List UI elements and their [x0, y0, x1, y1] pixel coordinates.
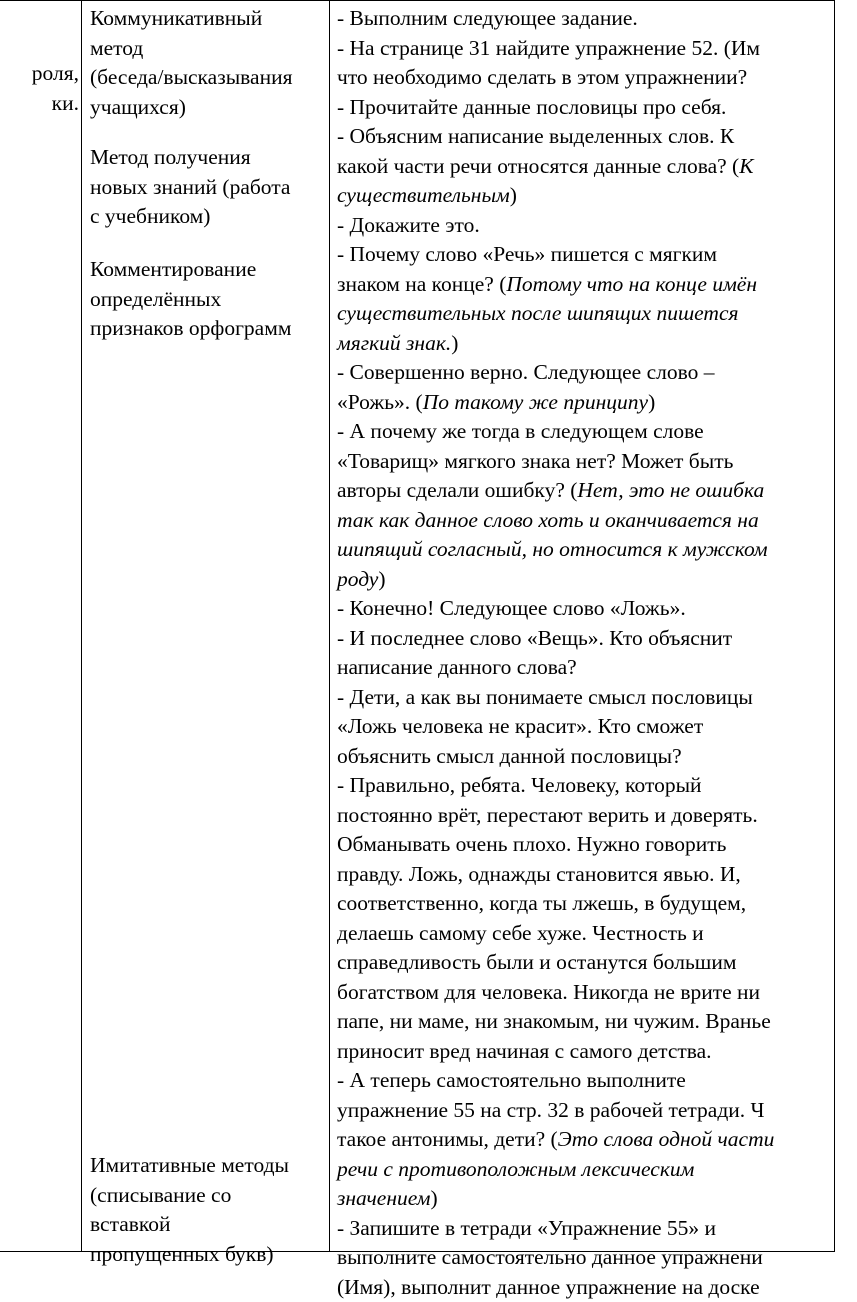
dialogue-line: [337, 152, 857, 182]
dialogue-line: - А теперь самостоятельно выполните: [337, 1066, 857, 1096]
dialogue-text: ): [378, 567, 385, 591]
dialogue-line: «Ложь человека не красит». Кто сможет: [337, 712, 857, 742]
method-line: пропущенных букв): [90, 1240, 328, 1270]
dialogue-line: [337, 299, 857, 329]
method-commenting: [90, 255, 328, 344]
student-answer: Потому что на конце имён: [506, 272, 757, 296]
method-line: учащихся): [90, 93, 328, 123]
dialogue-line: [337, 270, 857, 300]
table-row: [0, 1, 835, 1252]
dialogue-line: папе, ни маме, ни знакомым, ни чужим. Вранье: [337, 1007, 857, 1037]
method-line: Комментирование: [90, 255, 328, 285]
dialogue-line: постоянно врёт, перестают верить и доверять.: [337, 801, 857, 831]
dialogue-line: - А почему же тогда в следующем слове: [337, 417, 857, 447]
student-answer: значением: [337, 1186, 430, 1210]
dialogue-line: [337, 388, 857, 418]
dialogue-line: - Объясним написание выделенных слов. К: [337, 122, 857, 152]
dialogue-line: приносит вред начиная с самого детства.: [337, 1037, 857, 1067]
method-imitative: [90, 1151, 328, 1269]
dialogue-line: Обманывать очень плохо. Нужно говорить: [337, 830, 857, 860]
student-answer: мягкий знак.: [337, 331, 451, 355]
student-answer: шипящий согласный, но относится к мужском: [337, 537, 768, 561]
dialogue-line: - Запишите в тетради «Упражнение 55» и: [337, 1214, 857, 1244]
dialogue-line: упражнение 55 на стр. 32 в рабочей тетради. Ч: [337, 1096, 857, 1126]
dialogue-line: [337, 535, 857, 565]
dialogue-line: - Конечно! Следующее слово «Ложь».: [337, 594, 857, 624]
dialogue-line: - На странице 31 найдите упражнение 52. (Им: [337, 34, 857, 64]
dialogue-text: «Рожь». (: [337, 390, 423, 414]
dialogue-text: знаком на конце? (: [337, 272, 506, 296]
dialogue-text: такое антонимы, дети? (: [337, 1127, 558, 1151]
dialogue-text: какой части речи относятся данные слова? (: [337, 154, 739, 178]
dialogue-line: - Почему слово «Речь» пишется с мягким: [337, 240, 857, 270]
student-answer: существительным: [337, 183, 510, 207]
dialogue-line: [337, 181, 857, 211]
stage-cell: [0, 1, 82, 1252]
dialogue-line: правду. Ложь, однажды становится явью. И,: [337, 860, 857, 890]
dialogue-line: «Товарищ» мягкого знака нет? Может быть: [337, 447, 857, 477]
method-line: признаков орфограмм: [90, 314, 328, 344]
dialogue-line: [337, 476, 857, 506]
dialogue-line: [337, 1184, 857, 1214]
activity-cell: [330, 1, 835, 1252]
dialogue-line: [337, 1155, 857, 1185]
dialogue-text: ): [648, 390, 655, 414]
method-line: метод: [90, 34, 328, 64]
dialogue-line: - Правильно, ребята. Человеку, который: [337, 771, 857, 801]
dialogue-line: - Дети, а как вы понимаете смысл пословицы: [337, 683, 857, 713]
method-line: (беседа/высказывания: [90, 63, 328, 93]
method-line: Имитативные методы: [90, 1151, 328, 1181]
dialogue-line: - Совершенно верно. Следующее слово –: [337, 358, 857, 388]
dialogue-line: - И последнее слово «Вещь». Кто объяснит: [337, 624, 857, 654]
method-communicative: [90, 4, 328, 122]
dialogue-line: что необходимо сделать в этом упражнении?: [337, 63, 857, 93]
stage-text: [0, 59, 79, 118]
teacher-dialogue: [337, 4, 857, 1302]
student-answer: Нет, это не ошибка: [577, 478, 764, 502]
dialogue-line: (Имя), выполнит данное упражнение на доске: [337, 1273, 857, 1302]
student-answer: так как данное слово хоть и оканчивается на: [337, 508, 759, 532]
dialogue-line: соответственно, когда ты лжешь, в будущем,: [337, 889, 857, 919]
dialogue-text: авторы сделали ошибку? (: [337, 478, 577, 502]
method-line: (списывание со: [90, 1181, 328, 1211]
student-answer: речи с противоположным лексическим: [337, 1157, 694, 1181]
method-new-knowledge: [90, 143, 328, 232]
dialogue-line: справедливость были и останутся большим: [337, 948, 857, 978]
method-line: вставкой: [90, 1210, 328, 1240]
dialogue-line: [337, 1125, 857, 1155]
student-answer: существительных после шипящих пишется: [337, 301, 739, 325]
stage-line: ки.: [0, 89, 79, 119]
stage-line: роля,: [0, 59, 79, 89]
dialogue-line: [337, 329, 857, 359]
dialogue-text: ): [430, 1186, 437, 1210]
dialogue-text: ): [510, 183, 517, 207]
method-line: Метод получения: [90, 143, 328, 173]
method-line: новых знаний (работа: [90, 173, 328, 203]
methods-cell: [82, 1, 330, 1252]
dialogue-line: делаешь самому себе хуже. Честность и: [337, 919, 857, 949]
dialogue-line: выполните самостоятельно данное упражнени: [337, 1243, 857, 1273]
dialogue-line: [337, 565, 857, 595]
method-line: Коммуникативный: [90, 4, 328, 34]
dialogue-line: - Прочитайте данные пословицы про себя.: [337, 93, 857, 123]
dialogue-line: богатством для человека. Никогда не врите ни: [337, 978, 857, 1008]
student-answer: Это слова одной части: [558, 1127, 775, 1151]
dialogue-text: ): [451, 331, 458, 355]
dialogue-line: [337, 506, 857, 536]
student-answer: По такому же принципу: [423, 390, 648, 414]
student-answer: К: [739, 154, 753, 178]
dialogue-line: объяснить смысл данной пословицы?: [337, 742, 857, 772]
student-answer: роду: [337, 567, 378, 591]
method-line: с учебником): [90, 202, 328, 232]
method-line: определённых: [90, 285, 328, 315]
dialogue-line: написание данного слова?: [337, 653, 857, 683]
dialogue-line: - Докажите это.: [337, 211, 857, 241]
dialogue-line: - Выполним следующее задание.: [337, 4, 857, 34]
